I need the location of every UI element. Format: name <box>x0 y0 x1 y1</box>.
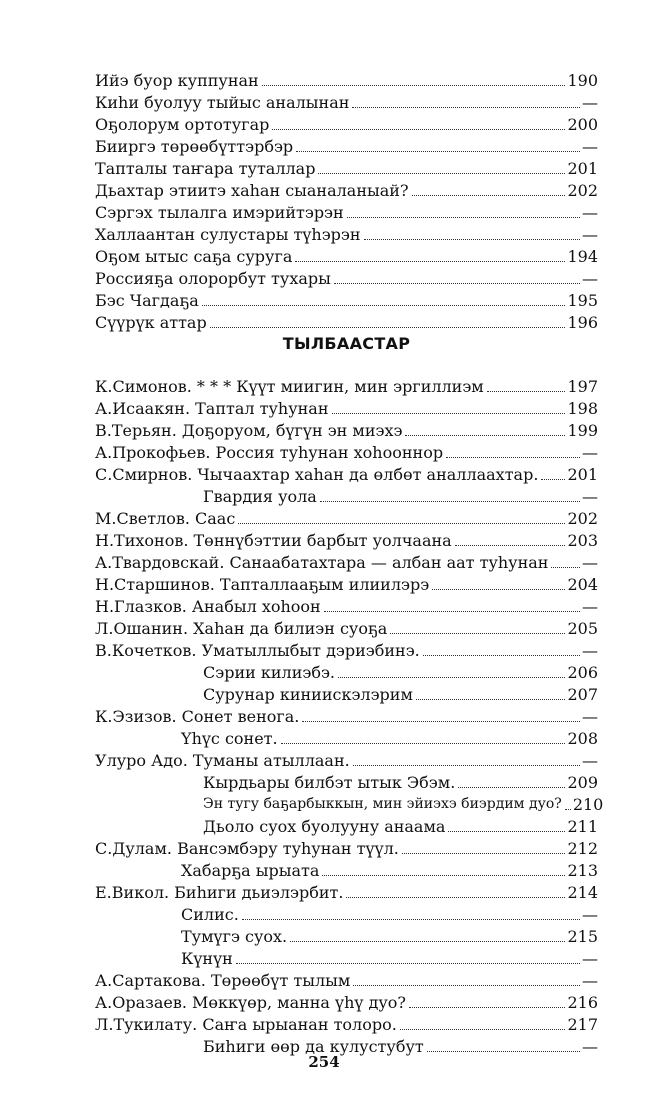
toc-entry-page: — <box>582 225 598 244</box>
dot-leader <box>210 327 566 328</box>
toc-entry-page: 209 <box>567 773 598 792</box>
toc-entry <box>95 90 598 112</box>
toc-entry-title: Кырдьары билбэт ытык Эбэм. <box>203 773 456 792</box>
toc-entry-title: Л.Тукилату. Саҥа ырыанан толоро. <box>95 1015 397 1034</box>
toc-entry-title: А.Сартакова. Төрөөбүт тылым <box>95 971 351 990</box>
toc-entry <box>95 178 598 200</box>
toc-entry-page: 217 <box>567 1015 598 1034</box>
toc-entry-page: 216 <box>567 993 598 1012</box>
toc-entry-title: Сэрии килиэбэ. <box>203 663 335 682</box>
toc-entry-page: — <box>582 707 598 726</box>
toc-entry-title: А.Твардовскай. Санаабатахтара — албан аат туhунан <box>95 553 549 572</box>
toc-entry-title: В.Кочетков. Уматыллыбыт дэриэбинэ. <box>95 641 420 660</box>
toc-entry <box>95 572 598 594</box>
toc-entry-page: 201 <box>567 159 598 178</box>
dot-leader <box>318 173 565 174</box>
toc-entry <box>95 396 598 418</box>
toc-entry-page: 208 <box>567 729 598 748</box>
toc-entry <box>95 748 598 770</box>
toc-entry-page: — <box>582 93 598 112</box>
dot-leader <box>432 589 565 590</box>
dot-leader <box>402 853 566 854</box>
toc-entry-title: Е.Викол. Биhиги дьиэлэрбит. <box>95 883 344 902</box>
toc-entry <box>95 244 598 266</box>
toc-entry-title: Н.Старшинов. Тапталлааҕым илиилэрэ <box>95 575 430 594</box>
dot-leader <box>272 129 565 130</box>
toc-entry-title: Силис. <box>181 905 239 924</box>
toc-entry-page: — <box>582 751 598 770</box>
toc-entry-page: — <box>582 553 598 572</box>
dot-leader <box>322 875 565 876</box>
toc-entry <box>95 112 598 134</box>
toc-entry <box>95 792 604 814</box>
toc-entry <box>95 858 598 880</box>
toc-entry-title: Эн тугу баҕарбыккын, мин эйиэхэ биэрдим дуо? <box>203 796 562 812</box>
section-heading: ТЫЛБААСТАР <box>282 334 411 353</box>
toc-entry <box>95 924 598 946</box>
toc-entry-page: — <box>582 487 598 506</box>
dot-leader <box>352 107 580 108</box>
toc-entry-page: 206 <box>567 663 598 682</box>
toc-entry-page: — <box>582 137 598 156</box>
toc-entry-page: 211 <box>567 817 598 836</box>
toc-entry <box>95 222 598 244</box>
toc-entry <box>95 704 598 726</box>
dot-leader <box>338 677 565 678</box>
toc-entry <box>95 616 598 638</box>
toc-entry <box>95 968 598 990</box>
toc-entry-page: — <box>582 597 598 616</box>
table-of-contents <box>95 68 604 1056</box>
toc-entry <box>95 660 598 682</box>
dot-leader <box>238 523 565 524</box>
toc-entry-title: Күнүн <box>181 949 233 968</box>
dot-leader <box>302 721 580 722</box>
toc-section-translations <box>95 374 604 1056</box>
toc-entry-title: С.Дулам. Вансэмбэру туhунан түүл. <box>95 839 399 858</box>
toc-entry-title: Ийэ буор куппунан <box>95 71 259 90</box>
toc-entry <box>95 880 598 902</box>
toc-section-original-poems <box>95 68 598 332</box>
toc-entry-page: — <box>582 641 598 660</box>
toc-entry <box>95 156 598 178</box>
toc-entry-title: Үhүс сонет. <box>181 729 278 748</box>
toc-entry <box>95 462 598 484</box>
toc-entry-title: С.Смирнов. Чычаахтар хаhан да өлбөт аналлаахтар. <box>95 465 539 484</box>
toc-entry-page: — <box>582 949 598 968</box>
toc-entry <box>95 902 598 924</box>
toc-entry <box>95 946 598 968</box>
dot-leader <box>400 1029 566 1030</box>
toc-entry-page: 212 <box>567 839 598 858</box>
toc-entry-page: 215 <box>567 927 598 946</box>
toc-entry-title: Оҕом ытыс саҕа суруга <box>95 247 293 266</box>
dot-leader <box>347 217 580 218</box>
toc-entry-title: Тумүгэ суох. <box>181 927 288 946</box>
toc-entry-page: — <box>582 203 598 222</box>
toc-entry-title: Сурунар киниискэлэрим <box>203 685 413 704</box>
toc-entry-title: К.Эзизов. Сонет венога. <box>95 707 300 726</box>
toc-entry-title: Тапталы таҥара туталлар <box>95 159 316 178</box>
toc-entry-title: Биhиги өөр да кулустубут <box>203 1037 424 1056</box>
toc-entry-title: Н.Тихонов. Төннүбэттии барбыт уолчаана <box>95 531 452 550</box>
dot-leader <box>446 457 580 458</box>
dot-leader <box>332 413 566 414</box>
dot-leader <box>281 743 566 744</box>
toc-entry-page: 196 <box>567 313 598 332</box>
dot-leader <box>353 765 580 766</box>
toc-entry <box>95 814 598 836</box>
dot-leader <box>455 545 566 546</box>
dot-leader <box>296 151 580 152</box>
dot-leader <box>416 699 566 700</box>
toc-entry-title: К.Симонов. * * * Күүт миигин, мин эргиллиэм <box>95 377 484 396</box>
toc-entry <box>95 418 598 440</box>
toc-entry <box>95 374 598 396</box>
toc-entry <box>95 310 598 332</box>
toc-entry-title: В.Терьян. Доҕоруом, бүгүн эн миэхэ <box>95 421 403 440</box>
toc-entry <box>95 638 598 660</box>
toc-entry-title: Бииргэ төрөөбүттэрбэр <box>95 137 294 156</box>
dot-leader <box>353 985 580 986</box>
dot-leader <box>423 655 580 656</box>
toc-entry-title: А.Прокофьев. Россия туhунан хоhооннор <box>95 443 444 462</box>
toc-entry-page: 203 <box>567 531 598 550</box>
toc-entry-page: 210 <box>572 795 604 814</box>
toc-entry-title: Сэргэх тылалга имэрийтэрэн <box>95 203 344 222</box>
dot-leader <box>295 261 565 262</box>
toc-entry-title: А.Оразаев. Мөккүөр, манна үhү дуо? <box>95 993 406 1012</box>
toc-entry-page: 190 <box>567 71 598 90</box>
toc-entry-page: 207 <box>567 685 598 704</box>
toc-entry-page: — <box>582 1037 598 1056</box>
dot-leader <box>551 567 580 568</box>
dot-leader <box>242 919 580 920</box>
toc-entry-page: 202 <box>567 181 598 200</box>
toc-entry-page: 201 <box>567 465 598 484</box>
dot-leader <box>458 787 565 788</box>
dot-leader <box>541 479 565 480</box>
dot-leader <box>487 391 566 392</box>
toc-entry-page: 202 <box>567 509 598 528</box>
dot-leader <box>290 941 565 942</box>
toc-entry-title: Гвардия уола <box>203 487 317 506</box>
dot-leader <box>427 1051 580 1052</box>
toc-entry-title: Улуро Адо. Туманы атыллаан. <box>95 751 350 770</box>
toc-entry <box>95 506 598 528</box>
toc-entry <box>95 990 598 1012</box>
toc-entry <box>95 770 598 792</box>
dot-leader <box>412 195 566 196</box>
toc-entry-page: 197 <box>567 377 598 396</box>
toc-entry-page: 195 <box>567 291 598 310</box>
toc-entry-page: 200 <box>567 115 598 134</box>
dot-leader <box>334 283 580 284</box>
toc-entry <box>95 682 598 704</box>
toc-entry-title: Бэс Чагдаҕа <box>95 291 199 310</box>
toc-entry-title: Сүүрүк аттар <box>95 313 207 332</box>
toc-entry-page: — <box>582 443 598 462</box>
toc-entry <box>95 528 598 550</box>
toc-entry <box>95 1012 598 1034</box>
toc-entry-page: — <box>582 905 598 924</box>
dot-leader <box>565 809 571 810</box>
dot-leader <box>448 831 565 832</box>
toc-entry-title: А.Исаакян. Таптал туhунан <box>95 399 329 418</box>
toc-entry-page: 204 <box>567 575 598 594</box>
toc-entry-page: 194 <box>567 247 598 266</box>
dot-leader <box>324 611 580 612</box>
toc-entry <box>95 288 598 310</box>
toc-entry-title: Хабарҕа ырыата <box>181 861 320 880</box>
dot-leader <box>364 239 580 240</box>
toc-entry-title: Россияҕа олорорбут тухары <box>95 269 331 288</box>
toc-entry <box>95 726 598 748</box>
toc-entry-title: Л.Ошанин. Хаhан да билиэн суоҕа <box>95 619 388 638</box>
toc-entry <box>95 134 598 156</box>
toc-entry-title: Оҕолорум ортотугар <box>95 115 270 134</box>
toc-entry-title: Дьоло суох буолууну анаама <box>203 817 446 836</box>
dot-leader <box>390 633 565 634</box>
toc-entry-page: 198 <box>567 399 598 418</box>
dot-leader <box>320 501 580 502</box>
dot-leader <box>409 1007 565 1008</box>
dot-leader <box>346 897 565 898</box>
dot-leader <box>262 85 566 86</box>
dot-leader <box>236 963 580 964</box>
toc-entry-page: 199 <box>567 421 598 440</box>
toc-entry-page: 205 <box>567 619 598 638</box>
toc-entry-page: — <box>582 269 598 288</box>
toc-entry <box>95 440 598 462</box>
toc-entry <box>95 550 598 572</box>
toc-entry <box>95 200 598 222</box>
toc-entry <box>95 836 598 858</box>
dot-leader <box>405 435 565 436</box>
toc-entry-title: Халлаантан сулустары түhэрэн <box>95 225 361 244</box>
toc-entry-page: 213 <box>567 861 598 880</box>
toc-entry <box>95 594 598 616</box>
page-number: 254 <box>308 1053 340 1071</box>
toc-entry-title: М.Светлов. Саас <box>95 509 236 528</box>
toc-entry <box>95 68 598 90</box>
toc-entry-title: Н.Глазков. Анабыл хоhоон <box>95 597 321 616</box>
toc-entry-title: Киhи буолуу тыйыс аналынан <box>95 93 350 112</box>
toc-entry-page: — <box>582 971 598 990</box>
toc-entry <box>95 266 598 288</box>
toc-entry-title: Дьахтар этиитэ хаhан сыаналаныай? <box>95 181 409 200</box>
dot-leader <box>202 305 566 306</box>
toc-entry <box>95 484 598 506</box>
toc-entry-page: 214 <box>567 883 598 902</box>
